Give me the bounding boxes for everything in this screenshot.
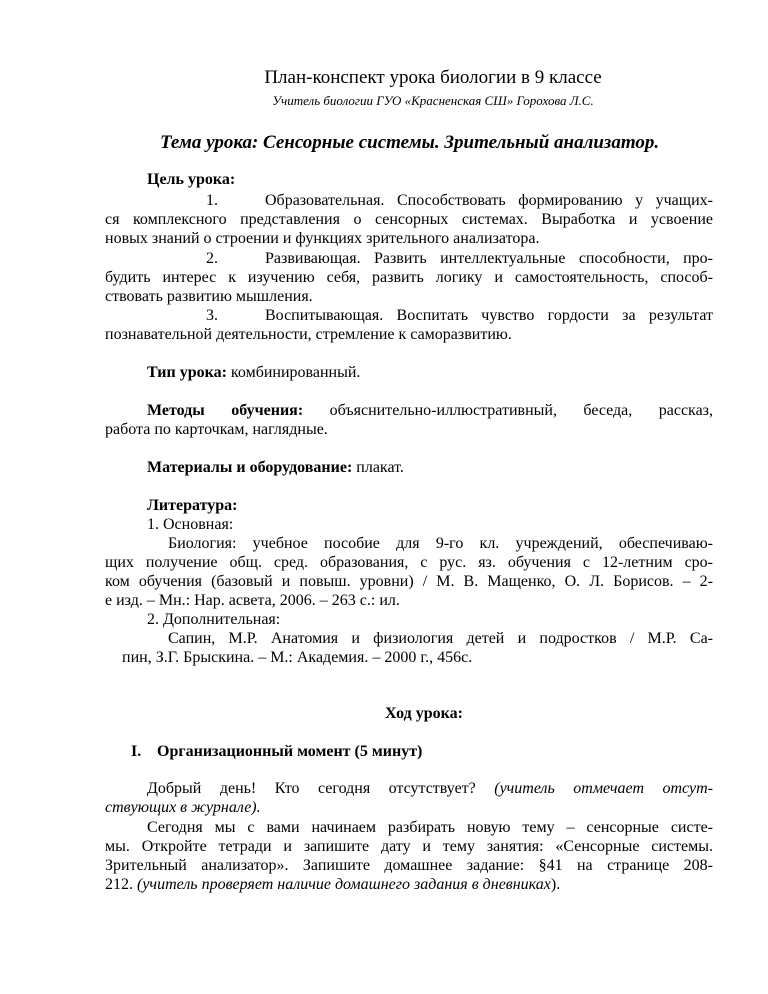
methods-value: объяснительно-иллюстративный, беседа, рассказ, <box>303 402 713 419</box>
goal-item-2-line: будить интерес к изучению себя, развить логику и самостоятельность, способ- <box>105 269 713 286</box>
literature-extra-line: пин, З.Г. Брыскина. – М.: Академия. – 2000 г., 456с. <box>122 649 473 666</box>
literature-heading: Литература: <box>147 497 238 514</box>
paragraph-2-last-italic: (учитель проверяет наличие домашнего задания в дневниках <box>137 876 551 893</box>
paragraph-2-line: Зрительный анализатор». Запишите домашнее задание: §41 на странице 208- <box>105 857 713 874</box>
paragraph-1-italic: (учитель отмечает отсут- <box>494 780 713 797</box>
goal-heading: Цель урока: <box>147 171 236 188</box>
paragraph-2-last-start: 212. <box>105 876 137 893</box>
lesson-type <box>147 363 360 382</box>
literature-main-line: е изд. – Мн.: Нар. асвета, 2006. – 263 с.: ил. <box>105 592 400 609</box>
materials <box>147 458 404 477</box>
paragraph-2-last-end: ). <box>550 876 561 893</box>
methods-label: Методы обучения: <box>147 402 304 419</box>
goal-item-3-num: 3. <box>206 307 218 324</box>
lesson-type-value: комбинированный. <box>226 364 361 381</box>
paragraph-2-line: мы. Откройте тетради и запишите дату и тему занятия: «Сенсорные системы. <box>105 838 713 855</box>
literature-extra-line: Сапин, М.Р. Анатомия и физиология детей и подростков / М.Р. Са- <box>168 630 713 647</box>
goal-item-1-first: Образовательная. Способствовать формированию у учащих- <box>265 192 713 209</box>
paragraph-2-last <box>105 875 560 894</box>
goal-item-3-first: Воспитывающая. Воспитать чувство гордости за результат <box>265 307 713 324</box>
section-1-title: Организационный момент (5 минут) <box>157 743 423 760</box>
goal-item-2-num: 2. <box>206 250 218 267</box>
paragraph-2-line: Сегодня мы с вами начинаем разбирать новую тему – сенсорные систе- <box>147 819 713 836</box>
literature-main-line: Биология: учебное пособие для 9-го кл. учреждений, обеспечиваю- <box>168 535 713 552</box>
literature-extra-label: 2. Дополнительная: <box>147 611 281 628</box>
lesson-type-label: Тип урока: <box>147 364 227 381</box>
goal-item-2-line: ствовать развитию мышления. <box>105 288 313 305</box>
goal-item-1-num: 1. <box>206 192 218 209</box>
literature-main-line: щих получение общ. сред. образования, с рус. яз. обучения с 12-летним сро- <box>105 554 713 571</box>
author-line: Учитель биологии ГУО «Красненская СШ» Горохова Л.С. <box>272 93 594 108</box>
goal-item-2-first: Развивающая. Развить интеллектуальные способности, про- <box>265 250 713 267</box>
literature-main-label: 1. Основная: <box>147 516 234 533</box>
document-title: План-конспект урока биологии в 9 классе <box>264 67 602 88</box>
materials-label: Материалы и оборудование: <box>147 459 353 476</box>
goal-item-3-line: познавательной деятельности, стремление к саморазвитию. <box>105 326 512 343</box>
goal-item-1-line: новых знаний о строении и функциях зрительного анализатора. <box>105 230 540 247</box>
paragraph-1 <box>147 779 713 798</box>
lesson-topic: Тема урока: Сенсорные системы. Зрительный анализатор. <box>160 132 660 153</box>
paragraph-1-line2: ствующих в журнале). <box>105 799 261 816</box>
materials-value: плакат. <box>352 459 404 476</box>
goal-item-1-line: ся комплексного представления о сенсорных системах. Выработка и усвоение <box>105 211 713 228</box>
methods-line2: работа по карточкам, наглядные. <box>105 421 328 438</box>
literature-main-line: ком обучения (базовый и повыш. уровни) / М. В. Мащенко, О. Л. Борисов. – 2- <box>105 573 713 590</box>
methods <box>147 401 713 420</box>
paragraph-1-text: Добрый день! Кто сегодня отсутствует? <box>147 780 495 797</box>
section-1-num: I. <box>131 743 142 760</box>
progress-heading: Ход урока: <box>385 705 463 722</box>
